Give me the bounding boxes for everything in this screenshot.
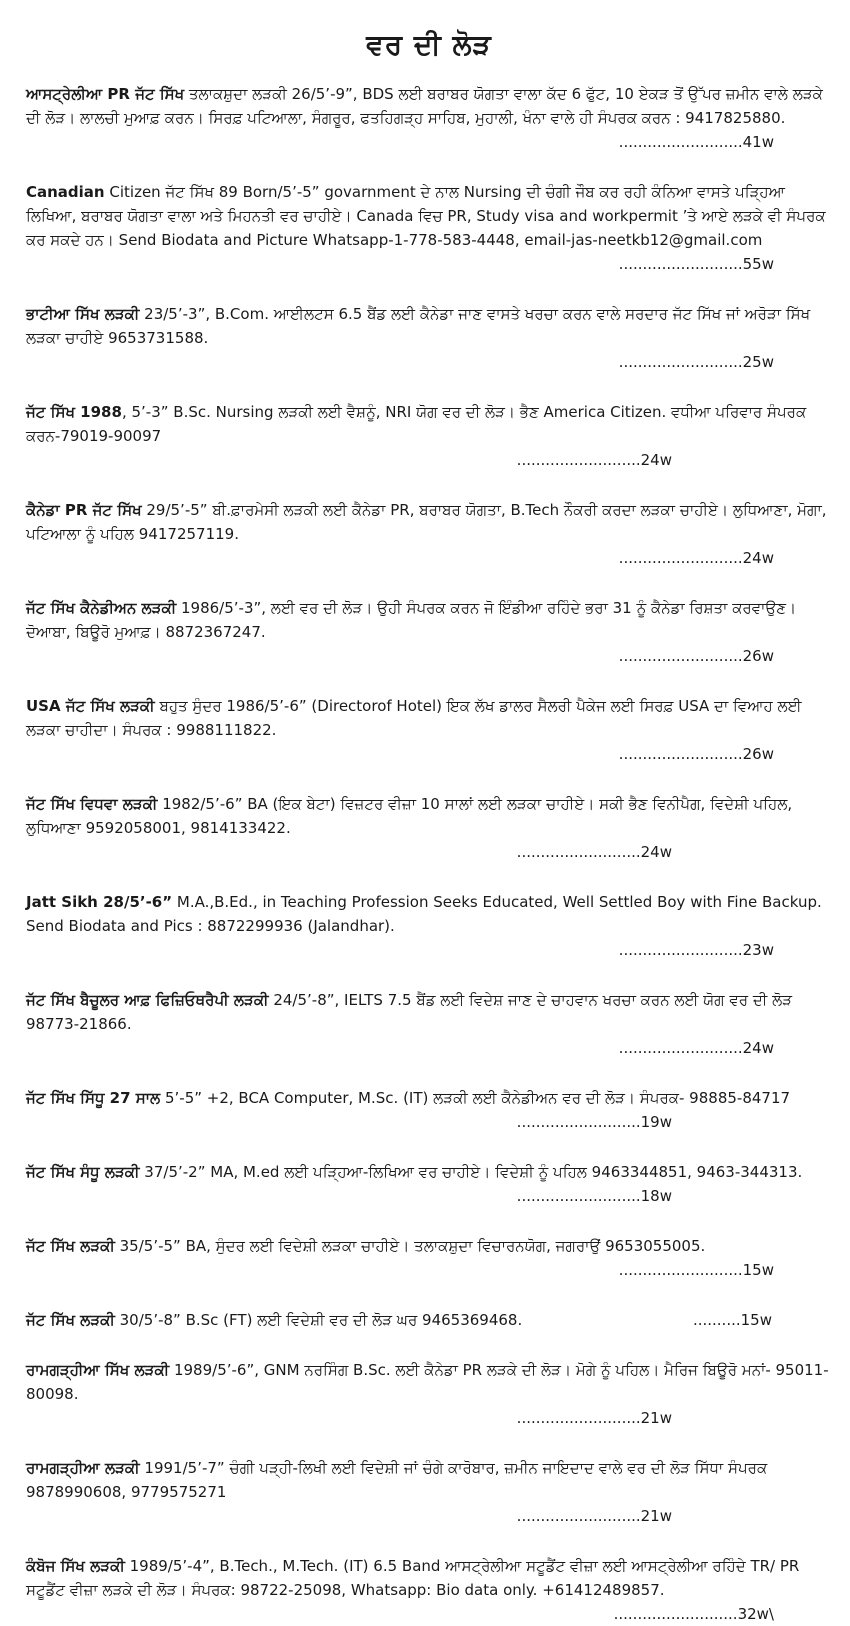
ad-body: M.A.,B.Ed., in Teaching Profession Seeks Educated, Well Settled Boy with Fine Backup. Send Biodata and Pics : 8872299936 (Jalandhar).: [26, 893, 822, 935]
ad-lead: ਜੱਟ ਸਿੱਖ ਸਿੱਧੂ 27 ਸਾਲ: [26, 1089, 161, 1107]
ad-code: ..........15w: [692, 1311, 772, 1329]
ad-body: 1991/5’-7” ਚੰਗੀ ਪੜ੍ਹੀ-ਲਿਖੀ ਲਈ ਵਿਦੇਸ਼ੀ ਜਾਂ ਚੰਗੇ ਕਾਰੋਬਾਰ, ਜ਼ਮੀਨ ਜਾਇਦਾਦ ਵਾਲੇ ਵਰ ਦੀ ਲੋੜ ਸਿੱਧਾ ਸੰਪਰਕ 9878990608, 9779575271: [26, 1459, 768, 1501]
ad-lead: Canadian: [26, 183, 105, 201]
ad-lead: Jatt Sikh 28/5’-6”: [26, 893, 173, 911]
ad-item: [26, 1358, 832, 1430]
ad-lead: ਜੱਟ ਸਿੱਖ ਕੈਨੇਡੀਅਨ ਲੜਕੀ: [26, 599, 177, 617]
ad-lead: ਆਸਟ੍ਰੇਲੀਆ PR ਜੱਟ ਸਿੱਖ: [26, 85, 185, 103]
ad-body: 1982/5’-6” BA (ਇਕ ਬੇਟਾ) ਵਿਜ਼ਟਰ ਵੀਜ਼ਾ 10 ਸਾਲਾਂ ਲਈ ਲੜਕਾ ਚਾਹੀਏ। ਸਕੀ ਭੈਣ ਵਿਨੀਪੈਗ, ਵਿਦੇਸ਼ੀ ਪਹਿਲ, ਲੁਧਿਆਣਾ 9592058001, 9814133422.: [26, 795, 793, 837]
ad-item: [26, 1160, 832, 1208]
ad-item: [26, 498, 832, 570]
ad-lead: ਰਾਮਗੜ੍ਹੀਆ ਲੜਕੀ: [26, 1459, 140, 1477]
ad-body: ਬਹੁਤ ਸੁੰਦਰ 1986/5’-6” (Directorof Hotel) ਇਕ ਲੱਖ ਡਾਲਰ ਸੈਲਰੀ ਪੈਕੇਜ ਲਈ ਸਿਰਫ਼ USA ਦਾ ਵਿਆਹ ਲਈ ਲੜਕਾ ਚਾਹੀਦਾ। ਸੰਪਰਕ : 9988111822.: [26, 697, 802, 739]
ad-body: 30/5’-8” B.Sc (FT) ਲਈ ਵਿਦੇਸ਼ੀ ਵਰ ਦੀ ਲੋੜ ਘਰ 9465369468.: [114, 1311, 523, 1329]
ad-code: ..........................18w: [516, 1187, 672, 1205]
ad-code: ..........................55w: [618, 255, 774, 273]
ad-item: [26, 302, 832, 374]
ad-lead: ਜੱਟ ਸਿੱਖ ਸੰਧੂ ਲੜਕੀ: [26, 1163, 140, 1181]
ad-body: , 5’-3” B.Sc. Nursing ਲੜਕੀ ਲਈ ਵੈਸ਼ਨੂੰ, NRI ਯੋਗ ਵਰ ਦੀ ਲੋੜ। ਭੈਣ America Citizen. ਵਧੀਆ ਪਰਿਵਾਰ ਸੰਪਰਕ ਕਰਨ-79019-90097: [26, 403, 807, 445]
ad-code: ..........................24w: [618, 1039, 774, 1057]
ad-code: ..........................24w: [516, 843, 672, 861]
ad-item: [26, 988, 832, 1060]
ad-code: ..........................26w: [618, 745, 774, 763]
ad-code: ..........................19w: [516, 1113, 672, 1131]
ad-item: [26, 82, 832, 154]
ad-lead: ਰਾਮਗੜ੍ਹੀਆ ਸਿੱਖ ਲੜਕੀ: [26, 1361, 170, 1379]
ad-code: ..........................21w: [516, 1507, 672, 1525]
ad-code: ..........................21w: [516, 1409, 672, 1427]
ad-code: ..........................25w: [618, 353, 774, 371]
ad-body: 1989/5’-6”, GNM ਨਰਸਿੰਗ B.Sc. ਲਈ ਕੈਨੇਡਾ PR ਲੜਕੇ ਦੀ ਲੋੜ। ਮੋਗੇ ਨੂੰ ਪਹਿਲ। ਮੈਰਿਜ ਬਿਊਰੋ ਮਨਾਂ- 95011-80098.: [26, 1361, 829, 1403]
ad-lead: ਜੱਟ ਸਿੱਖ ਲੜਕੀ: [26, 1311, 115, 1329]
ad-body: 23/5’-3”, B.Com. ਆਈਲਟਸ 6.5 ਬੈਂਡ ਲਈ ਕੈਨੇਡਾ ਜਾਣ ਵਾਸਤੇ ਖਰਚਾ ਕਰਨ ਵਾਲੇ ਸਰਦਾਰ ਜੱਟ ਸਿੱਖ ਜਾਂ ਅਰੋੜਾ ਸਿੱਖ ਲੜਕਾ ਚਾਹੀਏ 9653731588.: [26, 305, 811, 347]
ad-item: [26, 694, 832, 766]
ad-body: 1986/5’-3”, ਲਈ ਵਰ ਦੀ ਲੋੜ। ਉਹੀ ਸੰਪਰਕ ਕਰਨ ਜੋ ਇੰਡੀਆ ਰਹਿੰਦੇ ਭਰਾ 31 ਨੂੰ ਕੈਨੇਡਾ ਰਿਸ਼ਤਾ ਕਰਵਾਉਣ। ਦੋਆਬਾ, ਬਿਊਰੋ ਮੁਆਫ਼। 8872367247.: [26, 599, 797, 641]
ad-lead: ਕੈਨੇਡਾ PR ਜੱਟ ਸਿੱਖ: [26, 501, 142, 519]
ad-item: [26, 596, 832, 668]
ad-body: 29/5’-5” ਬੀ.ਫ਼ਾਰਮੇਸੀ ਲੜਕੀ ਲਈ ਕੈਨੇਡਾ PR, ਬਰਾਬਰ ਯੋਗਤਾ, B.Tech ਨੌਕਰੀ ਕਰਦਾ ਲੜਕਾ ਚਾਹੀਏ। ਲੁਧਿਆਣਾ, ਮੋਗਾ, ਪਟਿਆਲਾ ਨੂੰ ਪਹਿਲ 9417257119.: [26, 501, 827, 543]
ad-item: [26, 792, 832, 864]
ad-item: [26, 1234, 832, 1282]
ad-lead: ਜੱਟ ਸਿੱਖ ਵਿਧਵਾ ਲੜਕੀ: [26, 795, 158, 813]
ad-item: [26, 1308, 832, 1332]
ad-body: ਤਲਾਕਸ਼ੁਦਾ ਲੜਕੀ 26/5’-9”, BDS ਲਈ ਬਰਾਬਰ ਯੋਗਤਾ ਵਾਲਾ ਕੱਦ 6 ਫੁੱਟ, 10 ਏਕੜ ਤੋਂ ਉੱਪਰ ਜ਼ਮੀਨ ਵਾਲੇ ਲੜਕੇ ਦੀ ਲੋੜ। ਲਾਲਚੀ ਮੁਆਫ਼ ਕਰਨ। ਸਿਰਫ਼ ਪਟਿਆਲਾ, ਸੰਗਰੂਰ, ਫਤਹਿਗੜ੍ਹ ਸਾਹਿਬ, ਮੁਹਾਲੀ, ਖੰਨਾ ਵਾਲੇ ਹੀ ਸੰਪਰਕ ਕਰਨ : 9417825880.: [26, 85, 823, 127]
ad-code: ..........................41w: [618, 133, 774, 151]
ad-lead: ਭਾਟੀਆ ਸਿੱਖ ਲੜਕੀ: [26, 305, 140, 323]
ad-item: [26, 890, 832, 962]
ad-code: ..........................32w\: [613, 1605, 774, 1623]
ad-lead: ਕੰਬੋਜ ਸਿੱਖ ਲੜਕੀ: [26, 1557, 125, 1575]
ad-lead: ਜੱਟ ਸਿੱਖ ਲੜਕੀ: [26, 1237, 115, 1255]
ad-lead: ਜੱਟ ਸਿੱਖ 1988: [26, 403, 122, 421]
ad-code: ..........................15w: [618, 1261, 774, 1279]
ad-item: [26, 1086, 832, 1134]
ad-code: ..........................23w: [618, 941, 774, 959]
ad-lead: ਜੱਟ ਸਿੱਖ ਬੈਚੂਲਰ ਆਫ਼ ਫਿਜ਼ਿਓਥਰੈਪੀ ਲੜਕੀ: [26, 991, 269, 1009]
ad-body: 1989/5’-4”, B.Tech., M.Tech. (IT) 6.5 Band ਆਸਟ੍ਰੇਲੀਆ ਸਟੂਡੈਂਟ ਵੀਜ਼ਾ ਲਈ ਆਸਟ੍ਰੇਲੀਆ ਰਹਿੰਦੇ TR/ PR ਸਟੂਡੈਂਟ ਵੀਜ਼ਾ ਲੜਕੇ ਦੀ ਲੋੜ। ਸੰਪਰਕ: 98722-25098, Whatsapp: Bio data only. +61412489857.: [26, 1557, 800, 1599]
ad-body: 24/5’-8”, IELTS 7.5 ਬੈਂਡ ਲਈ ਵਿਦੇਸ਼ ਜਾਣ ਦੇ ਚਾਹਵਾਨ ਖਰਚਾ ਕਰਨ ਲਈ ਯੋਗ ਵਰ ਦੀ ਲੋੜ 98773-21866.: [26, 991, 792, 1033]
ad-item: [26, 400, 832, 472]
ad-body: 37/5’-2” MA, M.ed ਲਈ ਪੜ੍ਹਿਆ-ਲਿਖਿਆ ਵਰ ਚਾਹੀਏ। ਵਿਦੇਸ਼ੀ ਨੂੰ ਪਹਿਲ 9463344851, 9463-344313.: [139, 1163, 803, 1181]
ad-item: [26, 1554, 832, 1626]
ad-body: Citizen ਜੱਟ ਸਿੱਖ 89 Born/5’-5” govarnment ਦੇ ਨਾਲ Nursing ਦੀ ਚੰਗੀ ਜੌਬ ਕਰ ਰਹੀ ਕੰਨਿਆ ਵਾਸਤੇ ਪੜ੍ਹਿਆ ਲਿਖਿਆ, ਬਰਾਬਰ ਯੋਗਤਾ ਵਾਲਾ ਅਤੇ ਮਿਹਨਤੀ ਵਰ ਚਾਹੀਏ। Canada ਵਿਚ PR, Study visa and workpermit ’ਤੇ ਆਏ ਲੜਕੇ ਵੀ ਸੰਪਰਕ ਕਰ ਸਕਦੇ ਹਨ। Send Biodata and Picture Whatsapp-1-778-583-4448, email-jas-neetkb12@gmail.com: [26, 183, 826, 249]
ad-body: 35/5’-5” BA, ਸੁੰਦਰ ਲਈ ਵਿਦੇਸ਼ੀ ਲੜਕਾ ਚਾਹੀਏ। ਤਲਾਕਸ਼ੁਦਾ ਵਿਚਾਰਨਯੋਗ, ਜਗਰਾਉਂ 9653055005.: [114, 1237, 706, 1255]
ad-item: [26, 180, 832, 276]
ad-code: ..........................26w: [618, 647, 774, 665]
ad-lead: USA ਜੱਟ ਸਿੱਖ ਲੜਕੀ: [26, 697, 155, 715]
ad-item: [26, 1456, 832, 1528]
page-title: ਵਰ ਦੀ ਲੋੜ: [366, 28, 492, 61]
ad-code: ..........................24w: [516, 451, 672, 469]
ad-body: 5’-5” +2, BCA Computer, M.Sc. (IT) ਲੜਕੀ ਲਈ ਕੈਨੇਡੀਅਨ ਵਰ ਦੀ ਲੋੜ। ਸੰਪਰਕ- 98885-84717: [160, 1089, 791, 1107]
ad-code: ..........................24w: [618, 549, 774, 567]
